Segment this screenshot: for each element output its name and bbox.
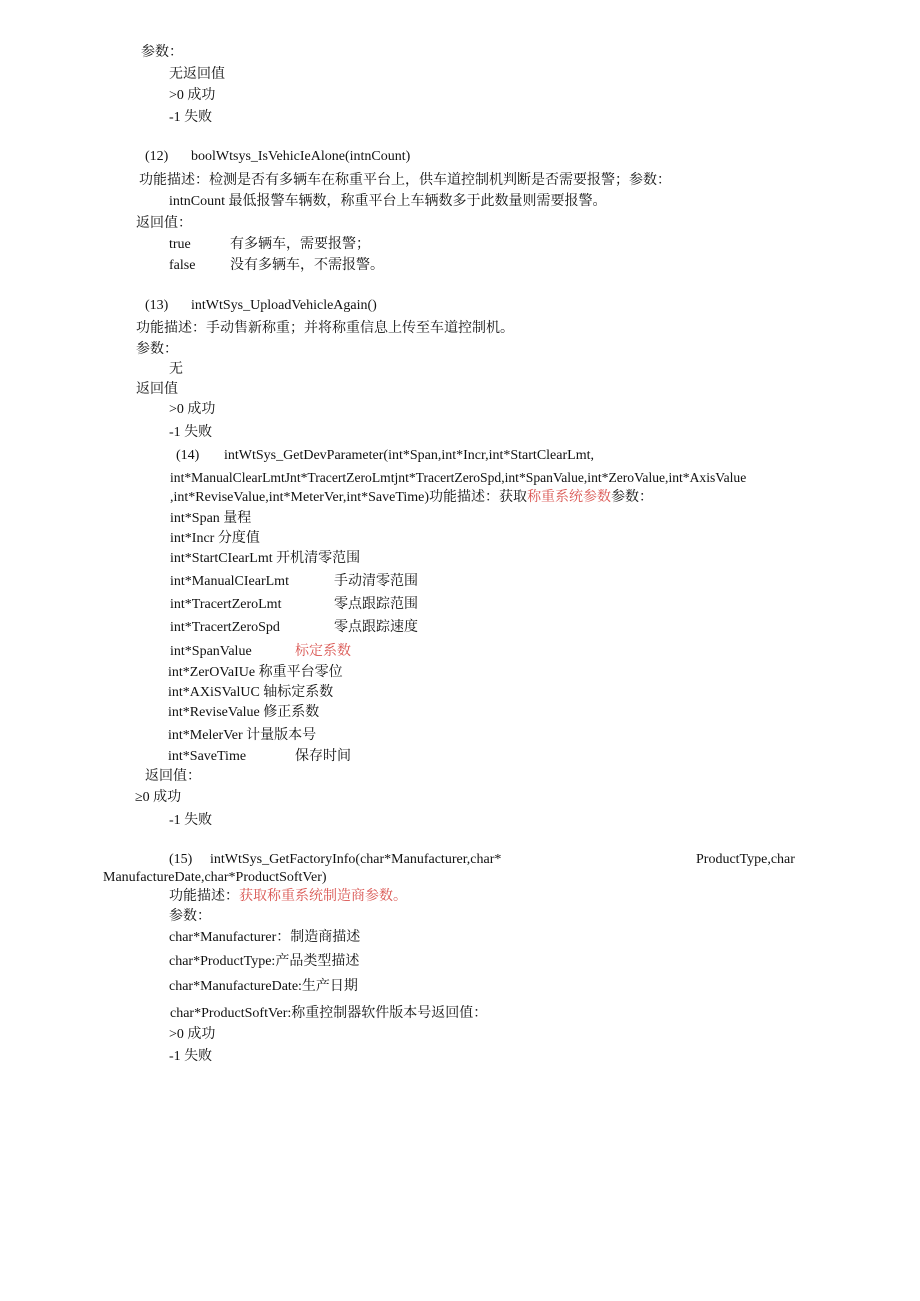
section-14-return-label: 返回值： — [145, 769, 201, 784]
param-name: int*TracertZeroLmt — [170, 597, 282, 612]
section-15-number: (15) — [169, 852, 193, 867]
section-14-success: ≥0 成功 — [135, 790, 182, 805]
section-13-return-label: 返回值 — [136, 382, 178, 397]
section-12-description: 功能描述：检测是否有多辆车在称重平台上，供车道控制机判断是否需要报警；参数： — [139, 173, 671, 188]
param-name: int*TracertZeroSpd — [170, 620, 280, 635]
param-desc: 零点跟踪范围 — [334, 597, 418, 612]
param-name: int*SpanValue — [170, 644, 252, 659]
section-15-params-label: 参数： — [169, 909, 211, 924]
section-12-param: intnCount 最低报警车辆数，称重平台上车辆数多于此数量则需要报警。 — [169, 194, 607, 209]
section-12-signature: boolWtsys_IsVehicIeAlone(intnCount) — [191, 149, 411, 164]
section-14-signature: intWtSys_GetDevParameter(int*Span,int*Incr,int*StartClearLmt, — [224, 448, 594, 463]
section-13-signature: intWtSys_UploadVehicleAgain() — [191, 298, 377, 313]
factory-param: char*Manufacturer：制造商描述 — [169, 930, 361, 945]
param-desc: 手动清零范围 — [334, 574, 418, 589]
param-name: int*StartCIearLmt 开机清零范围 — [170, 551, 361, 566]
section-15-success: >0 成功 — [169, 1027, 216, 1042]
section-12-false-key: false — [169, 258, 196, 273]
param-name: int*SaveTime — [168, 749, 247, 764]
section-12-true-desc: 有多辆车，需要报警； — [230, 237, 370, 252]
param-desc-highlight: 标定系数 — [295, 644, 351, 659]
section-14-desc-highlight: 称重系统参数 — [527, 490, 612, 505]
section-13-description: 功能描述：手动售新称重；并将称重信息上传至车道控制机。 — [136, 321, 514, 336]
factory-param: char*ManufactureDate:生产日期 — [169, 979, 358, 994]
section-14-signature-line3 — [170, 489, 653, 507]
section-12-false-desc: 没有多辆车，不需报警。 — [230, 258, 384, 273]
section-15-desc-prefix: 功能描述： — [169, 889, 239, 904]
param-name: int*Span 量程 — [170, 511, 252, 526]
section-14-desc-prefix: ,int*ReviseValue,int*MeterVer,int*SaveTime)功能描述：获取 — [170, 490, 528, 505]
section-12-number: (12) — [145, 149, 169, 164]
fail-text: -1 失败 — [169, 110, 213, 125]
factory-param: char*ProductSoftVer:称重控制器软件版本号返回值： — [170, 1006, 488, 1021]
section-13-fail: -1 失败 — [169, 425, 213, 440]
section-15-signature: intWtSys_GetFactoryInfo(char*Manufacturer,char* — [210, 852, 502, 867]
success-text: >0 成功 — [169, 88, 216, 103]
section-13-number: (13) — [145, 298, 169, 313]
section-13-params-label: 参数： — [136, 342, 178, 357]
section-13-success: >0 成功 — [169, 402, 216, 417]
param-desc: 零点跟踪速度 — [334, 620, 418, 635]
section-12-return-label: 返回值： — [136, 216, 192, 231]
section-15-desc-highlight: 获取称重系统制造商参数。 — [239, 889, 407, 904]
section-15-description — [169, 888, 407, 906]
section-12-true-key: true — [169, 237, 191, 252]
param-desc: 保存时间 — [295, 749, 351, 764]
section-14-desc-suffix: 参数： — [611, 490, 654, 505]
section-13-none: 无 — [169, 362, 183, 377]
param-name: int*Incr 分度值 — [170, 531, 260, 546]
param-name: int*ManualCIearLmt — [170, 574, 289, 589]
param-name: int*MelerVer 计量版本号 — [168, 728, 317, 743]
section-15-fail: -1 失败 — [169, 1049, 213, 1064]
section-15-signature-tail: ProductType,char — [696, 852, 795, 867]
param-name: int*ZerOVaIUe 称重平台零位 — [168, 665, 343, 680]
section-14-number: (14) — [176, 448, 200, 463]
section-14-signature-line2: int*ManualClearLmtJnt*TracertZeroLmtjnt*TracertZeroSpd,int*SpanValue,int*ZeroValue,int*AxisValue — [170, 470, 747, 485]
param-name: int*AXiSValUC 轴标定系数 — [168, 685, 334, 700]
no-return-text: 无返回值 — [169, 67, 225, 82]
section-14-fail: -1 失败 — [169, 813, 213, 828]
factory-param: char*ProductType:产品类型描述 — [169, 954, 360, 969]
section-15-signature-line2: ManufactureDate,char*ProductSoftVer) — [103, 870, 327, 885]
params-label: 参数： — [141, 45, 183, 60]
param-name: int*ReviseValue 修正系数 — [168, 705, 320, 720]
